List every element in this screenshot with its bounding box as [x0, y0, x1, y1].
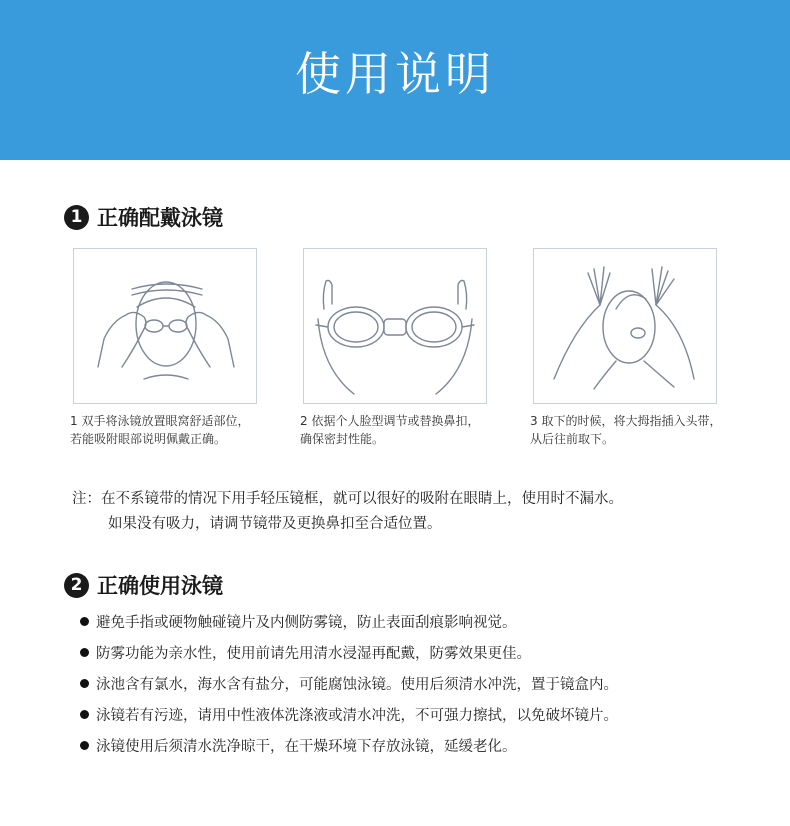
step1-caption-line2: 若能吸附眼部说明佩戴正确。: [70, 432, 227, 446]
header-banner: [0, 0, 790, 160]
list-item: [80, 701, 618, 732]
bullet-icon: [80, 741, 89, 750]
step3-caption-line2: 从后往前取下。: [530, 432, 615, 446]
tip-text: 泳池含有氯水，海水含有盐分，可能腐蚀泳镜。使用后须清水冲洗，置于镜盒内。: [96, 677, 618, 693]
illustration-remove-goggles: [533, 248, 717, 404]
section2-title: 正确使用泳镜: [97, 574, 223, 598]
step1-caption: [70, 412, 270, 448]
step3-caption-line1: 3 取下的时候，将大拇指插入头带，: [530, 414, 722, 428]
section1-number-badge: 1: [64, 205, 89, 230]
tip-text: 泳镜使用后须清水洗净晾干，在干燥环境下存放泳镜，延缓老化。: [96, 739, 517, 755]
note-line2: 如果没有吸力，请调节镜带及更换鼻扣至合适位置。: [108, 516, 442, 532]
step1-caption-line1: 1 双手将泳镜放置眼窝舒适部位，: [70, 414, 250, 428]
step3-caption: [530, 412, 740, 448]
list-item: [80, 639, 618, 670]
illustration-put-on-goggles: [73, 248, 257, 404]
bullet-icon: [80, 617, 89, 626]
note-line1: 注：在不系镜带的情况下用手轻压镜框，就可以很好的吸附在眼睛上，使用时不漏水。: [72, 491, 623, 507]
bullet-icon: [80, 679, 89, 688]
tip-text: 避免手指或硬物触碰镜片及内侧防雾镜，防止表面刮痕影响视觉。: [96, 615, 517, 631]
tip-text: 泳镜若有污迹，请用中性液体洗涤液或清水冲洗，不可强力擦拭，以免破坏镜片。: [96, 708, 618, 724]
step2-caption-line2: 确保密封性能。: [300, 432, 385, 446]
step2-caption: [300, 412, 500, 448]
tip-text: 防雾功能为亲水性，使用前请先用清水浸湿再配戴，防雾效果更佳。: [96, 646, 531, 662]
illustration-goggles-nose-bridge: [303, 248, 487, 404]
page-title: 使用说明: [295, 47, 495, 101]
bullet-icon: [80, 710, 89, 719]
usage-note: [72, 487, 623, 537]
list-item: [80, 670, 618, 701]
section2-heading: [64, 571, 223, 599]
step2-caption-line1: 2 依据个人脸型调节或替换鼻扣，: [300, 414, 480, 428]
bullet-icon: [80, 648, 89, 657]
list-item: [80, 732, 618, 763]
list-item: [80, 608, 618, 639]
section1-heading: [64, 203, 223, 231]
section1-title: 正确配戴泳镜: [97, 206, 223, 230]
usage-tips-list: [80, 608, 618, 763]
section2-number-badge: 2: [64, 573, 89, 598]
